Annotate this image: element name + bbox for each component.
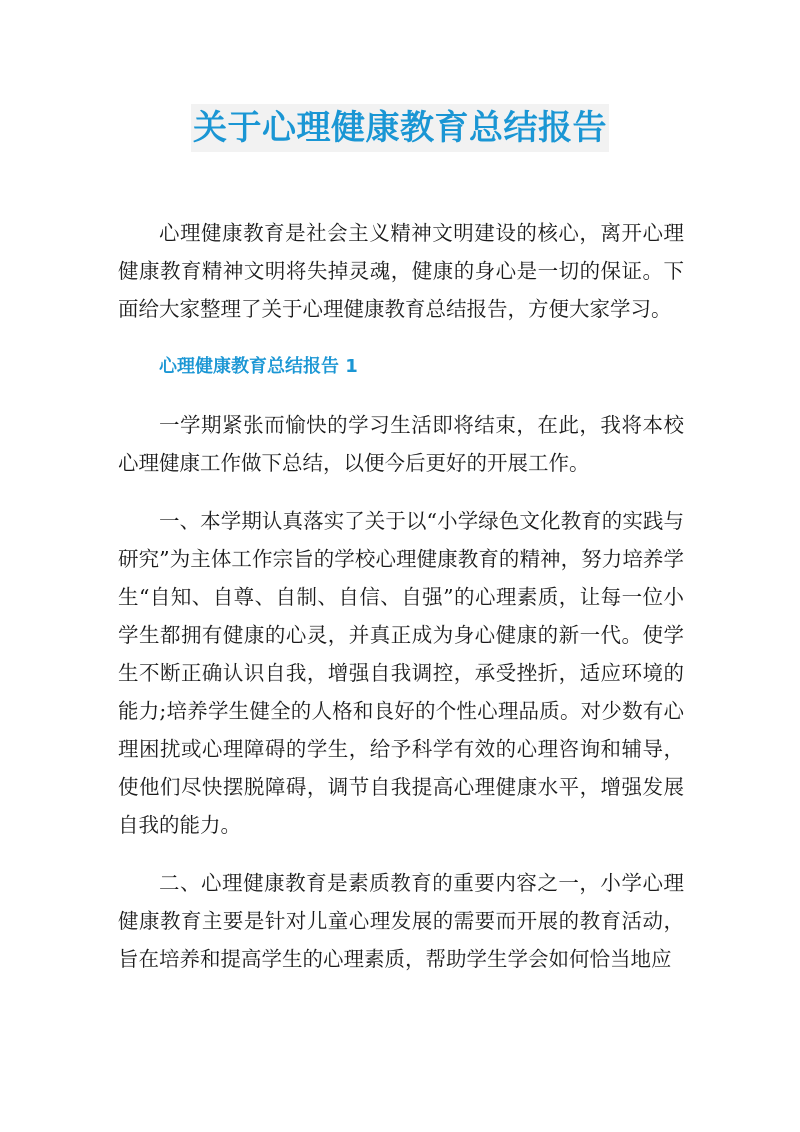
body-paragraph-1: 一学期紧张而愉快的学习生活即将结束，在此，我将本校心理健康工作做下总结，以便今后更好的开展工作。	[118, 413, 684, 475]
body-paragraph-3: 二、心理健康教育是素质教育的重要内容之一，小学心理健康教育主要是针对儿童心理发展的需要而开展的教育活动，旨在培养和提高学生的心理素质，帮助学生学会如何恰当地应	[118, 871, 684, 971]
title-area	[0, 104, 800, 152]
section-heading: 心理健康教育总结报告 1	[159, 356, 358, 377]
document-body	[118, 214, 684, 998]
body-paragraph-2: 一、本学期认真落实了关于以“小学绿色文化教育的实践与研究”为主体工作宗旨的学校心理健康教育的精神，努力培养学生“自知、自尊、自制、自信、自强”的心理素质，让每一位小学生都拥有健康的心灵，并真正成为身心健康的新一代。使学生不断正确认识自我，增强自我调控，承受挫折，适应环境的能力;培养学生健全的人格和良好的个性心理品质。对少数有心理困扰或心理障碍的学生，给予科学有效的心理咨询和辅导，使他们尽快摆脱障碍，调节自我提高心理健康水平，增强发展自我的能力。	[118, 509, 684, 837]
document-title: 关于心理健康教育总结报告	[191, 104, 609, 152]
intro-paragraph: 心理健康教育是社会主义精神文明建设的核心，离开心理健康教育精神文明将失掉灵魂，健康的身心是一切的保证。下面给大家整理了关于心理健康教育总结报告，方便大家学习。	[118, 221, 684, 321]
